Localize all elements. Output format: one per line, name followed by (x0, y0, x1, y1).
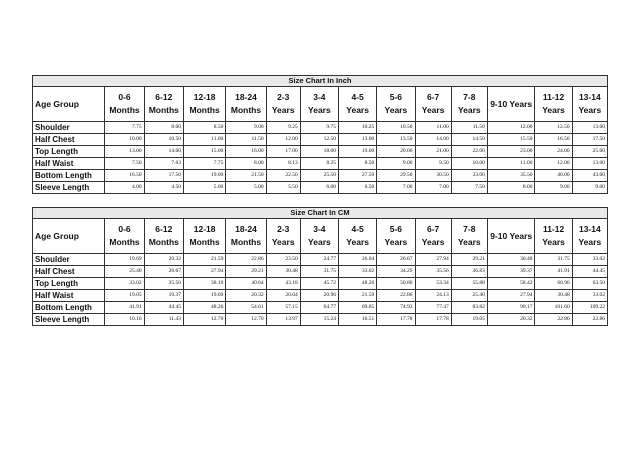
table-cell: 9.75 (300, 122, 338, 134)
table-cell: 7.00 (377, 182, 415, 194)
column-header-range: 13-14 (578, 224, 601, 234)
column-header-range: 13-14 (578, 92, 601, 102)
table-cell: 11.50 (451, 122, 487, 134)
table-cell: 13.50 (377, 134, 415, 146)
column-header (300, 219, 338, 254)
column-header-range: 9-10 Years (490, 98, 533, 109)
column-header (226, 87, 266, 122)
column-header-range: 7-8 (463, 92, 476, 102)
column-header-unit: Years (457, 105, 481, 115)
table-cell: 29.21 (451, 254, 487, 266)
column-header (572, 219, 607, 254)
table-cell: 34.29 (377, 266, 415, 278)
table-cell: 29.50 (377, 170, 415, 182)
table-cell: 54.61 (226, 302, 266, 314)
table-cell: 19.69 (105, 254, 144, 266)
column-header-unit: Years (384, 237, 408, 247)
table-cell: 44.45 (572, 266, 607, 278)
table-row (33, 182, 608, 194)
table-cell: 22.86 (377, 290, 415, 302)
table-cell: 19.37 (144, 290, 183, 302)
column-header (415, 87, 451, 122)
table-cell: 20.32 (144, 254, 183, 266)
table-cell: 48.26 (183, 302, 225, 314)
table-cell: 27.94 (183, 266, 225, 278)
column-header-unit: Years (421, 105, 445, 115)
row-label: Half Waist (33, 290, 105, 302)
column-header (535, 87, 572, 122)
table-cell: 109.22 (572, 302, 607, 314)
table-cell: 24.77 (300, 254, 338, 266)
table-cell: 19.05 (105, 290, 144, 302)
table-cell: 23.00 (487, 146, 535, 158)
column-header (144, 87, 183, 122)
table-cell: 15.00 (183, 146, 225, 158)
column-header-unit: Years (578, 237, 602, 247)
column-header-range: 11-12 (542, 224, 565, 234)
table-cell: 7.00 (415, 182, 451, 194)
column-header (144, 219, 183, 254)
table-cell: 8.00 (487, 182, 535, 194)
cm-size-chart (32, 207, 608, 326)
table-cell: 58.42 (487, 278, 535, 290)
table-cell: 30.48 (487, 254, 535, 266)
table-cell: 63.50 (572, 278, 607, 290)
table-cell: 22.86 (226, 254, 266, 266)
column-header-range: 6-12 (155, 92, 173, 102)
table-cell: 45.72 (300, 278, 338, 290)
row-label: Sleeve Length (33, 182, 105, 194)
table-cell: 5.50 (266, 182, 300, 194)
table-cell: 26.67 (377, 254, 415, 266)
table-cell: 17.50 (144, 170, 183, 182)
table-cell: 11.43 (144, 314, 183, 326)
age-group-header: Age Group (33, 219, 105, 254)
table-row (33, 254, 608, 266)
table-cell: 27.94 (415, 254, 451, 266)
inch-size-table (32, 75, 608, 194)
table-cell: 35.56 (144, 278, 183, 290)
table-cell: 13.00 (339, 134, 377, 146)
table-cell: 19.69 (183, 290, 225, 302)
column-header (339, 219, 377, 254)
column-header-range: 7-8 (463, 224, 476, 234)
table-cell: 7.50 (105, 158, 144, 170)
column-header-range: 6-7 (426, 92, 440, 102)
table-cell: 7.75 (183, 158, 225, 170)
table-row (33, 278, 608, 290)
column-header (183, 219, 225, 254)
table-cell: 77.47 (415, 302, 451, 314)
table-row (33, 158, 608, 170)
table-cell: 10.25 (339, 122, 377, 134)
table-cell: 10.50 (144, 134, 183, 146)
table-cell: 48.26 (339, 278, 377, 290)
table-cell: 9.50 (415, 158, 451, 170)
table-cell: 11.00 (183, 134, 225, 146)
column-header-unit: Months (109, 237, 140, 247)
table-cell: 14.50 (451, 134, 487, 146)
table-cell: 18.00 (300, 146, 338, 158)
table-cell: 24.13 (415, 290, 451, 302)
table-cell: 20.96 (300, 290, 338, 302)
inch-chart-title: Size Chart In Inch (33, 76, 608, 87)
table-cell: 41.91 (105, 302, 144, 314)
column-header (226, 219, 266, 254)
column-header (377, 219, 415, 254)
column-header-unit: Years (346, 237, 369, 247)
table-cell: 15.24 (300, 314, 338, 326)
column-header-range: 6-12 (155, 224, 173, 234)
table-cell: 8.00 (144, 122, 183, 134)
table-cell: 10.00 (105, 134, 144, 146)
table-cell: 12.00 (266, 134, 300, 146)
table-cell: 12.00 (535, 158, 572, 170)
column-header-unit: Years (271, 237, 295, 247)
column-header-range: 6-7 (426, 224, 440, 234)
column-header-range: 12-18 (193, 92, 216, 102)
table-cell: 25.00 (572, 146, 607, 158)
table-cell: 43.00 (572, 170, 607, 182)
column-header-range: 11-12 (542, 92, 565, 102)
table-cell: 20.32 (226, 290, 266, 302)
column-header (377, 87, 415, 122)
table-cell: 30.50 (415, 170, 451, 182)
table-cell: 22.50 (266, 170, 300, 182)
table-cell: 9.00 (535, 182, 572, 194)
row-label: Top Length (33, 146, 105, 158)
table-cell: 6.50 (339, 182, 377, 194)
table-cell: 31.75 (300, 266, 338, 278)
table-cell: 19.00 (339, 146, 377, 158)
table-cell: 30.48 (266, 266, 300, 278)
column-header-unit: Years (308, 237, 331, 247)
row-label: Bottom Length (33, 170, 105, 182)
table-cell: 33.02 (339, 266, 377, 278)
table-cell: 26.67 (144, 266, 183, 278)
table-cell: 13.00 (572, 158, 607, 170)
column-header-range: 0-6 (118, 224, 131, 234)
table-cell: 9.00 (377, 158, 415, 170)
column-header-unit: Years (421, 237, 445, 247)
table-cell: 74.93 (377, 302, 415, 314)
table-cell: 22.86 (572, 314, 607, 326)
column-header-unit: Years (384, 105, 408, 115)
column-header-unit: Years (457, 237, 481, 247)
row-label: Half Waist (33, 158, 105, 170)
table-cell: 12.50 (535, 122, 572, 134)
table-cell: 13.00 (105, 146, 144, 158)
table-cell: 14.00 (415, 134, 451, 146)
column-header (487, 219, 535, 254)
table-cell: 29.21 (226, 266, 266, 278)
column-header-unit: Months (109, 105, 140, 115)
table-cell: 27.94 (487, 290, 535, 302)
column-header-unit: Months (148, 105, 179, 115)
table-cell: 5.00 (226, 182, 266, 194)
column-header (451, 219, 487, 254)
column-header (451, 87, 487, 122)
cm-size-table (32, 207, 608, 326)
table-cell: 25.40 (105, 266, 144, 278)
column-header-range: 9-10 Years (490, 230, 533, 241)
table-cell: 12.70 (183, 314, 225, 326)
cm-chart-title: Size Chart In CM (33, 208, 608, 219)
table-cell: 25.40 (451, 290, 487, 302)
table-cell: 20.64 (266, 290, 300, 302)
column-header-range: 3-4 (313, 92, 326, 102)
column-header-range: 2-3 (277, 224, 290, 234)
table-cell: 16.00 (226, 146, 266, 158)
column-header-unit: Years (578, 105, 602, 115)
table-row (33, 302, 608, 314)
column-header-range: 3-4 (313, 224, 326, 234)
table-cell: 64.77 (300, 302, 338, 314)
column-header-unit: Years (271, 105, 295, 115)
title-row (33, 76, 608, 87)
table-cell: 19.00 (183, 170, 225, 182)
table-cell: 33.00 (451, 170, 487, 182)
table-cell: 9.00 (572, 182, 607, 194)
column-header-range: 5-6 (389, 224, 403, 234)
row-label: Half Chest (33, 134, 105, 146)
table-cell: 7.50 (451, 182, 487, 194)
table-row (33, 314, 608, 326)
column-header-range: 2-3 (277, 92, 290, 102)
column-header-unit: Years (346, 105, 369, 115)
table-cell: 4.00 (105, 182, 144, 194)
table-cell: 12.00 (487, 122, 535, 134)
table-cell: 38.10 (183, 278, 225, 290)
table-cell: 33.02 (572, 290, 607, 302)
inch-size-chart (32, 75, 608, 194)
header-row (33, 219, 608, 254)
table-cell: 17.00 (266, 146, 300, 158)
table-cell: 40.64 (226, 278, 266, 290)
table-cell: 83.82 (451, 302, 487, 314)
column-header-unit: Months (148, 237, 179, 247)
table-cell: 8.13 (266, 158, 300, 170)
table-cell: 22.00 (451, 146, 487, 158)
table-cell: 36.83 (451, 266, 487, 278)
column-header-unit: Months (230, 237, 262, 247)
table-cell: 21.59 (339, 290, 377, 302)
table-cell: 10.16 (105, 314, 144, 326)
row-label: Sleeve Length (33, 314, 105, 326)
table-cell: 21.50 (226, 170, 266, 182)
table-cell: 10.50 (377, 122, 415, 134)
table-cell: 44.45 (144, 302, 183, 314)
column-header (572, 87, 607, 122)
header-row (33, 87, 608, 122)
column-header (266, 219, 300, 254)
table-cell: 6.00 (300, 182, 338, 194)
age-group-header: Age Group (33, 87, 105, 122)
column-header (487, 87, 535, 122)
table-cell: 50.80 (377, 278, 415, 290)
table-cell: 12.70 (226, 314, 266, 326)
table-cell: 16.50 (535, 134, 572, 146)
table-cell: 8.25 (300, 158, 338, 170)
table-row (33, 266, 608, 278)
column-header (105, 219, 144, 254)
table-cell: 35.50 (487, 170, 535, 182)
title-row (33, 208, 608, 219)
table-cell: 17.78 (415, 314, 451, 326)
table-cell: 11.50 (226, 134, 266, 146)
column-header-unit: Months (189, 237, 220, 247)
table-cell: 55.88 (451, 278, 487, 290)
table-cell: 11.00 (487, 158, 535, 170)
table-cell: 15.50 (487, 134, 535, 146)
table-cell: 20.00 (377, 146, 415, 158)
table-cell: 22.86 (535, 314, 572, 326)
table-cell: 21.00 (415, 146, 451, 158)
table-cell: 17.78 (377, 314, 415, 326)
table-cell: 8.00 (226, 158, 266, 170)
table-cell: 19.05 (451, 314, 487, 326)
table-cell: 16.51 (339, 314, 377, 326)
column-header-range: 18-24 (235, 224, 257, 234)
table-cell: 20.32 (487, 314, 535, 326)
column-header-range: 4-5 (351, 224, 364, 234)
table-row (33, 146, 608, 158)
table-cell: 26.04 (339, 254, 377, 266)
row-label: Shoulder (33, 122, 105, 134)
table-cell: 35.56 (415, 266, 451, 278)
table-cell: 69.85 (339, 302, 377, 314)
table-cell: 16.50 (105, 170, 144, 182)
table-row (33, 134, 608, 146)
table-cell: 13.97 (266, 314, 300, 326)
column-header-range: 5-6 (389, 92, 403, 102)
row-label: Bottom Length (33, 302, 105, 314)
table-cell: 4.50 (144, 182, 183, 194)
table-cell: 53.34 (415, 278, 451, 290)
table-cell: 9.00 (226, 122, 266, 134)
table-cell: 9.25 (266, 122, 300, 134)
column-header-range: 18-24 (235, 92, 257, 102)
row-label: Half Chest (33, 266, 105, 278)
column-header (183, 87, 225, 122)
column-header (339, 87, 377, 122)
table-row (33, 290, 608, 302)
column-header (105, 87, 144, 122)
table-cell: 13.00 (572, 122, 607, 134)
table-cell: 57.15 (266, 302, 300, 314)
table-cell: 21.59 (183, 254, 225, 266)
column-header (300, 87, 338, 122)
table-cell: 10.00 (451, 158, 487, 170)
table-cell: 17.50 (572, 134, 607, 146)
column-header (415, 219, 451, 254)
table-cell: 11.00 (415, 122, 451, 134)
table-row (33, 122, 608, 134)
table-cell: 8.50 (183, 122, 225, 134)
column-header-unit: Years (542, 237, 565, 247)
row-label: Top Length (33, 278, 105, 290)
table-cell: 24.00 (535, 146, 572, 158)
table-cell: 40.00 (535, 170, 572, 182)
table-row (33, 170, 608, 182)
table-cell: 31.75 (535, 254, 572, 266)
table-cell: 60.96 (535, 278, 572, 290)
table-cell: 27.50 (339, 170, 377, 182)
table-cell: 30.48 (535, 290, 572, 302)
table-cell: 43.18 (266, 278, 300, 290)
table-cell: 12.50 (300, 134, 338, 146)
table-cell: 33.02 (572, 254, 607, 266)
table-cell: 5.00 (183, 182, 225, 194)
table-cell: 7.63 (144, 158, 183, 170)
column-header-unit: Months (230, 105, 262, 115)
column-header (266, 87, 300, 122)
table-cell: 25.50 (300, 170, 338, 182)
column-header (535, 219, 572, 254)
table-cell: 23.50 (266, 254, 300, 266)
table-cell: 8.50 (339, 158, 377, 170)
table-cell: 101.60 (535, 302, 572, 314)
table-cell: 41.91 (535, 266, 572, 278)
column-header-range: 12-18 (193, 224, 216, 234)
column-header-range: 0-6 (118, 92, 131, 102)
table-cell: 33.02 (105, 278, 144, 290)
table-cell: 90.17 (487, 302, 535, 314)
table-cell: 14.00 (144, 146, 183, 158)
table-cell: 7.75 (105, 122, 144, 134)
column-header-unit: Months (189, 105, 220, 115)
column-header-unit: Years (542, 105, 565, 115)
table-cell: 39.37 (487, 266, 535, 278)
column-header-range: 4-5 (351, 92, 364, 102)
column-header-unit: Years (308, 105, 331, 115)
row-label: Shoulder (33, 254, 105, 266)
